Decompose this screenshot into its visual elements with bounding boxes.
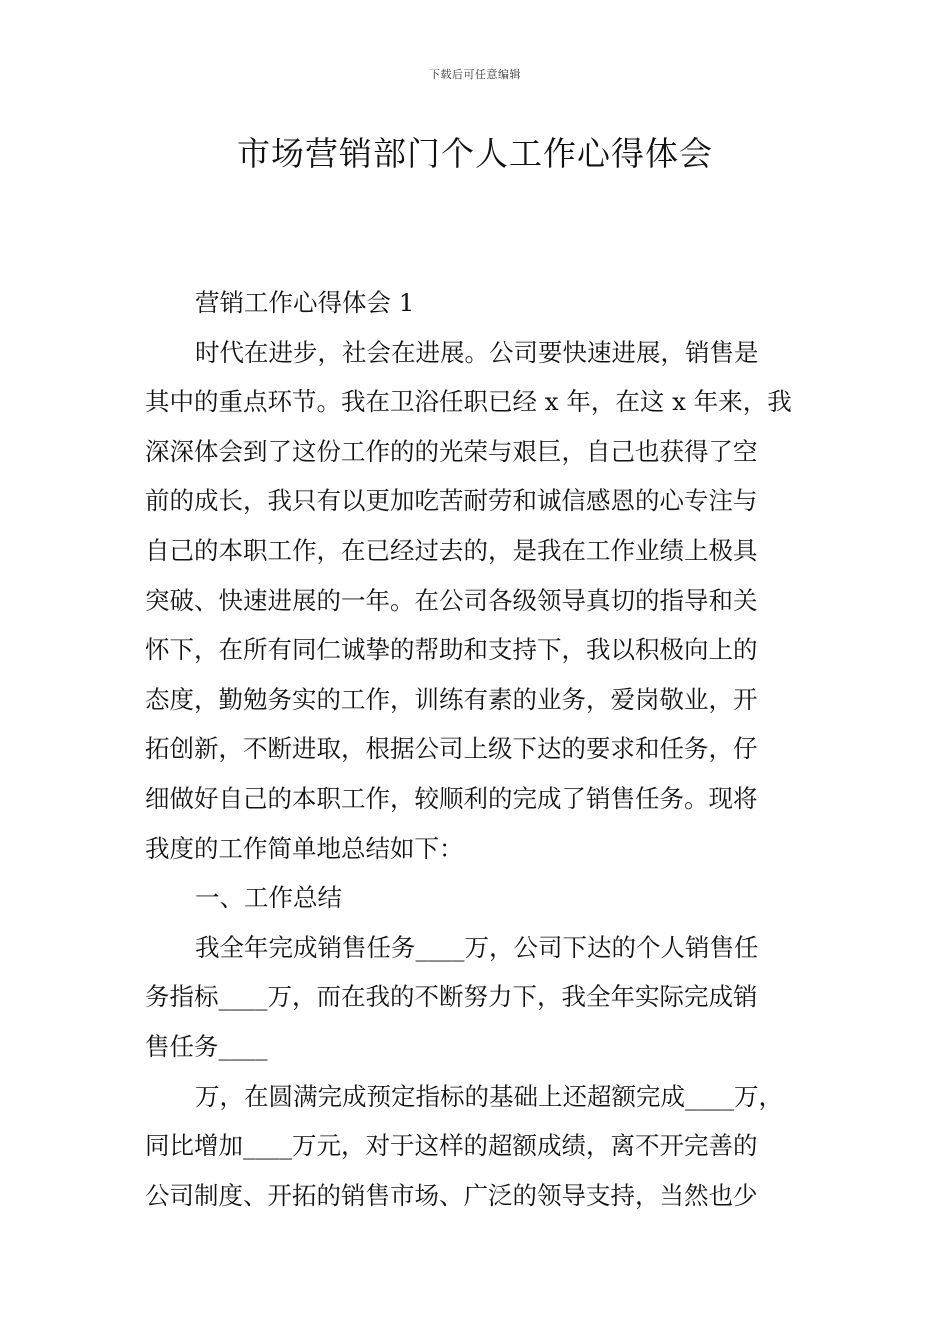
text-line: 深深体会到了这份工作的的光荣与艰巨，自己也获得了空 — [145, 436, 758, 466]
header-note: 下载后可任意编辑 — [429, 68, 521, 81]
text-line: 前的成长，我只有以更加吃苦耐劳和诚信感恩的心专注与 — [145, 486, 758, 516]
text-line: 万，在圆满完成预定指标的基础上还超额完成____万， — [195, 1081, 783, 1111]
text-line: 态度，勤勉务实的工作，训练有素的业务，爱岗敬业，开 — [145, 684, 758, 714]
text-line: 时代在进步，社会在进展。公司要快速进展，销售是 — [195, 337, 759, 367]
text-line: 务指标____万，而在我的不断努力下，我全年实际完成销 — [145, 982, 758, 1012]
text-line: 公司制度、开拓的销售市场、广泛的领导支持，当然也少 — [145, 1180, 758, 1210]
text-line: 售任务____ — [145, 1031, 268, 1061]
paragraph-3 — [145, 1072, 810, 1221]
text-line: 怀下，在所有同仁诚挚的帮助和支持下，我以积极向上的 — [145, 635, 758, 665]
text-line: 我全年完成销售任务____万，公司下达的个人销售任 — [195, 932, 759, 962]
document-body — [145, 278, 810, 1220]
section-heading: 营销工作心得体会 1 — [195, 288, 415, 317]
text-line: 细做好自己的本职工作，较顺利的完成了销售任务。现将 — [145, 783, 758, 813]
paragraph-1 — [145, 328, 810, 874]
text-line: 突破、快速进展的一年。在公司各级领导真切的指导和关 — [145, 585, 758, 615]
paragraph-2 — [145, 923, 810, 1072]
text-line: 其中的重点环节。我在卫浴任职已经 x 年，在这 x 年来，我 — [145, 387, 792, 417]
text-line: 拓创新，不断进取，根据公司上级下达的要求和任务，仔 — [145, 734, 758, 764]
text-line: 自己的本职工作，在已经过去的，是我在工作业绩上极具 — [145, 535, 758, 565]
text-line: 同比增加____万元，对于这样的超额成绩，离不开完善的 — [145, 1131, 758, 1161]
text-line: 我度的工作简单地总结如下： — [145, 833, 464, 863]
document-title: 市场营销部门个人工作心得体会 — [237, 134, 713, 173]
subheading-work-summary: 一、工作总结 — [195, 883, 342, 913]
